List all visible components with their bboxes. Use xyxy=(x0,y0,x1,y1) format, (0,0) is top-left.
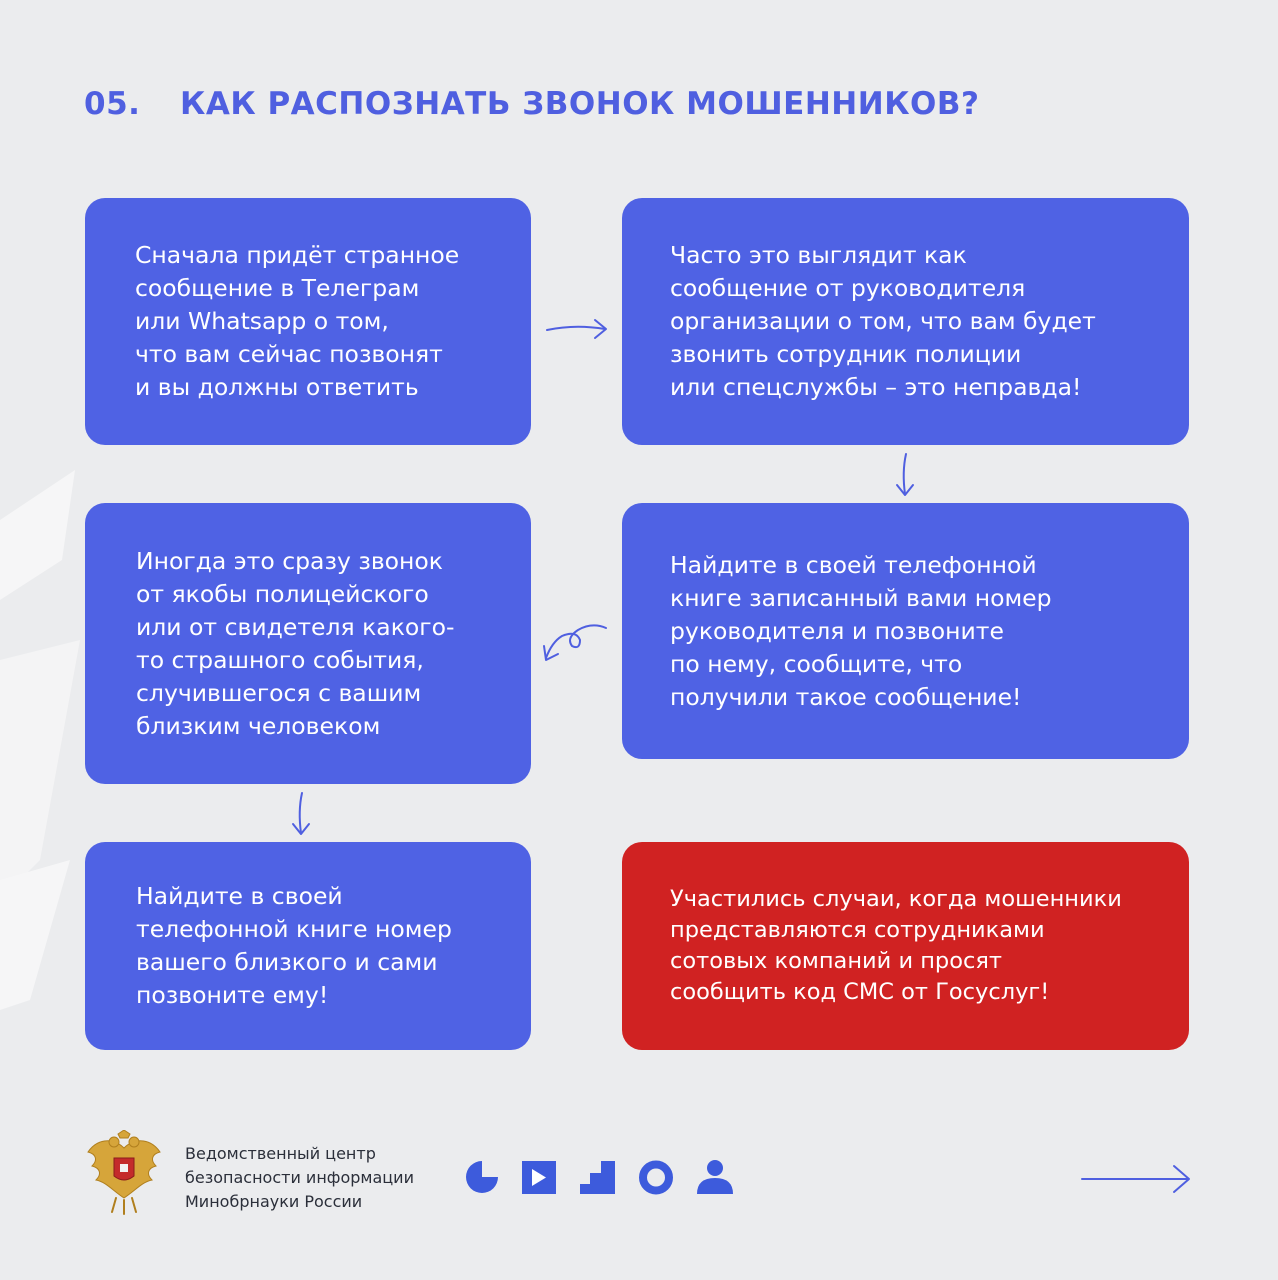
stairs-icon xyxy=(580,1161,615,1194)
warning-card-text: Участились случаи, когда мошенники представляются сотрудниками сотовых компаний и просят сообщить код СМС от Госуслуг! xyxy=(670,886,1122,1005)
warning-card xyxy=(622,842,1189,1050)
arrow-right-icon[interactable] xyxy=(1080,1163,1194,1195)
step-card-4 xyxy=(622,503,1189,759)
brand-icons xyxy=(465,1158,737,1198)
title-text: КАК РАСПОЗНАТЬ ЗВОНОК МОШЕННИКОВ? xyxy=(180,86,980,122)
arrow-down-icon xyxy=(288,791,314,837)
step-card-2 xyxy=(622,198,1189,445)
organization-name: Ведомственный центр безопасности информации Минобрнауки России xyxy=(185,1144,414,1211)
person-icon xyxy=(697,1160,733,1194)
step-card-text: Найдите в своей телефонной книге номер вашего близкого и сами позвоните ему! xyxy=(136,882,452,1009)
arrow-down-icon xyxy=(893,452,919,498)
step-card-text: Сначала придёт странное сообщение в Телеграм или Whatsapp о том, что вам сейчас позвонят и вы должны ответить xyxy=(135,241,460,401)
step-card-text: Найдите в своей телефонной книге записанный вами номер руководителя и позвоните по нему, сообщите, что получили такое сообщение! xyxy=(670,550,1052,711)
step-card-text: Часто это выглядит как сообщение от руководителя организации о том, что вам будет звонить сотрудник полиции или спецслужбы – это неправда! xyxy=(670,241,1096,401)
ring-icon xyxy=(643,1165,669,1191)
pie-icon xyxy=(466,1161,498,1193)
section-number: 05. xyxy=(84,86,141,122)
page-title xyxy=(84,86,980,122)
step-card-text: Иногда это сразу звонок от якобы полицейского или от свидетеля какого- то страшного события, случившегося с вашим близким человеком xyxy=(136,546,455,740)
step-card-1 xyxy=(85,198,531,445)
play-icon xyxy=(522,1161,556,1194)
arrow-right-icon xyxy=(545,316,611,346)
arrow-curl-left-icon xyxy=(540,620,610,670)
step-card-3 xyxy=(85,503,531,784)
step-card-5 xyxy=(85,842,531,1050)
coat-of-arms-emblem xyxy=(84,1130,164,1216)
